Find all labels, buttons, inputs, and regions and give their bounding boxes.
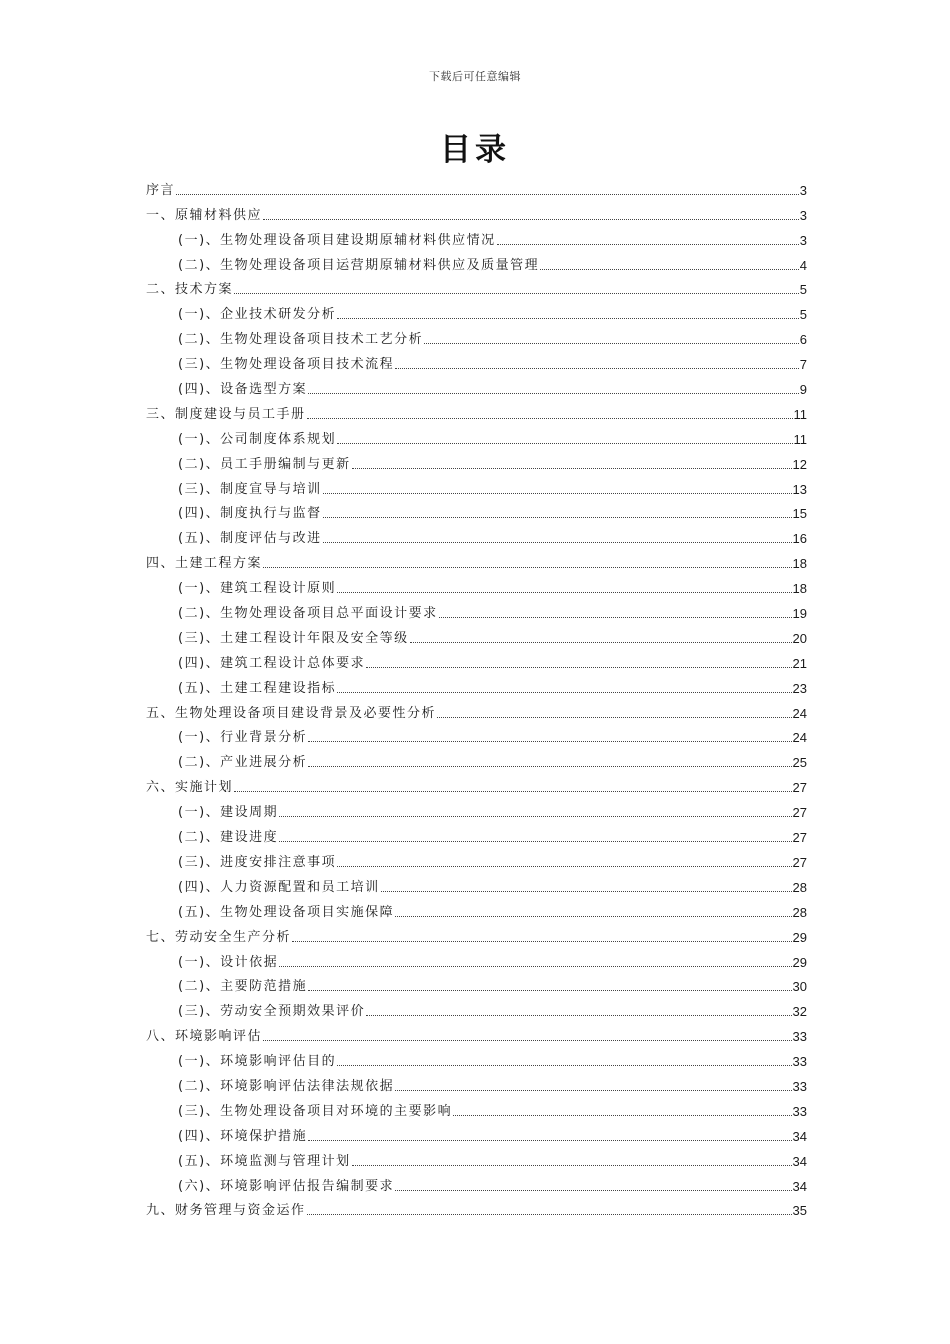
toc-dot-leader [352,468,792,469]
toc-entry-title: 五、生物处理设备项目建设背景及必要性分析 [146,705,437,721]
toc-dot-leader [323,493,792,494]
toc-entry-title: (二)、环境影响评估法律法规依据 [178,1078,395,1094]
toc-entry-title: (一)、设计依据 [178,954,279,970]
toc-page-number: 32 [792,1004,807,1020]
toc-entry-title: (三)、进度安排注意事项 [178,854,337,870]
toc-subsection-entry[interactable] [146,323,807,348]
toc-entry-title: (一)、生物处理设备项目建设期原辅材料供应情况 [178,232,496,248]
toc-entry-title: (三)、生物处理设备项目对环境的主要影响 [178,1103,453,1119]
toc-dot-leader [323,517,792,518]
toc-dot-leader [337,592,791,593]
toc-entry-title: (二)、建设进度 [178,830,279,846]
toc-dot-leader [308,741,791,742]
toc-subsection-entry[interactable] [146,1120,807,1145]
toc-subsection-entry[interactable] [146,473,807,498]
page-title: 目录 [440,132,510,168]
toc-page-number: 27 [792,780,807,796]
toc-subsection-entry[interactable] [146,572,807,597]
toc-page-number: 5 [799,282,807,298]
toc-dot-leader [497,244,799,245]
toc-page-number: 6 [799,332,807,348]
toc-page-number: 4 [799,257,807,273]
toc-section-entry[interactable] [146,174,807,199]
toc-page-number: 18 [792,581,807,597]
toc-entry-title: 二、技术方案 [146,282,234,298]
toc-section-entry[interactable] [146,1195,807,1220]
toc-dot-leader [279,841,791,842]
toc-dot-leader [439,617,792,618]
toc-subsection-entry[interactable] [146,846,807,871]
toc-subsection-entry[interactable] [146,722,807,747]
toc-entry-title: (四)、制度执行与监督 [178,506,322,522]
toc-dot-leader [453,1115,791,1116]
toc-entry-title: (三)、制度宣导与培训 [178,481,322,497]
toc-subsection-entry[interactable] [146,348,807,373]
toc-dot-leader [307,1214,792,1215]
toc-subsection-entry[interactable] [146,423,807,448]
toc-dot-leader [540,269,799,270]
toc-dot-leader [323,542,792,543]
toc-subsection-entry[interactable] [146,995,807,1020]
toc-subsection-entry[interactable] [146,224,807,249]
toc-entry-title: (五)、制度评估与改进 [178,531,322,547]
toc-dot-leader [279,966,791,967]
toc-dot-leader [395,1090,791,1091]
toc-entry-title: 四、土建工程方案 [146,556,263,572]
toc-page-number: 3 [799,182,807,198]
toc-entry-title: (二)、员工手册编制与更新 [178,456,351,472]
toc-page-number: 34 [792,1153,807,1169]
toc-entry-title: (一)、建设周期 [178,805,279,821]
toc-entry-title: 七、劳动安全生产分析 [146,929,292,945]
toc-subsection-entry[interactable] [146,746,807,771]
toc-entry-title: (二)、主要防范措施 [178,979,308,995]
toc-dot-leader [308,393,799,394]
toc-page-number: 33 [792,1103,807,1119]
toc-subsection-entry[interactable] [146,971,807,996]
toc-subsection-entry[interactable] [146,647,807,672]
toc-entry-title: (四)、环境保护措施 [178,1128,308,1144]
toc-page-number: 18 [792,556,807,572]
toc-dot-leader [234,791,792,792]
toc-page-number: 21 [792,655,807,671]
toc-subsection-entry[interactable] [146,298,807,323]
toc-entry-title: (五)、生物处理设备项目实施保障 [178,904,395,920]
toc-entry-title: 八、环境影响评估 [146,1029,263,1045]
table-of-contents [146,174,807,1219]
toc-subsection-entry[interactable] [146,821,807,846]
toc-dot-leader [337,1065,791,1066]
toc-page-number: 24 [792,705,807,721]
toc-entry-title: (一)、公司制度体系规划 [178,431,337,447]
toc-page-number: 3 [799,232,807,248]
toc-page-number: 34 [792,1178,807,1194]
toc-section-entry[interactable] [146,547,807,572]
toc-dot-leader [337,318,799,319]
toc-subsection-entry[interactable] [146,1170,807,1195]
toc-page-number: 16 [792,531,807,547]
toc-entry-title: (二)、产业进展分析 [178,755,308,771]
toc-page-number: 27 [792,805,807,821]
toc-dot-leader [308,1140,791,1141]
toc-dot-leader [381,891,792,892]
toc-dot-leader [410,642,792,643]
toc-entry-title: (五)、环境监测与管理计划 [178,1153,351,1169]
toc-dot-leader [337,692,791,693]
toc-dot-leader [234,293,799,294]
toc-entry-title: (三)、生物处理设备项目技术流程 [178,357,395,373]
toc-subsection-entry[interactable] [146,871,807,896]
toc-entry-title: 一、原辅材料供应 [146,207,263,223]
toc-page-number: 12 [792,456,807,472]
toc-section-entry[interactable] [146,274,807,299]
toc-entry-title: (四)、人力资源配置和员工培训 [178,879,380,895]
toc-subsection-entry[interactable] [146,448,807,473]
toc-page-number: 19 [792,606,807,622]
toc-entry-title: (一)、建筑工程设计原则 [178,581,337,597]
toc-dot-leader [279,816,791,817]
toc-subsection-entry[interactable] [146,498,807,523]
toc-section-entry[interactable] [146,771,807,796]
toc-dot-leader [366,667,791,668]
toc-page-number: 5 [799,307,807,323]
toc-dot-leader [263,1040,792,1041]
toc-section-entry[interactable] [146,1020,807,1045]
toc-subsection-entry[interactable] [146,672,807,697]
toc-entry-title: 九、财务管理与资金运作 [146,1203,306,1219]
toc-entry-title: (三)、土建工程设计年限及安全等级 [178,630,409,646]
toc-dot-leader [308,766,791,767]
toc-page-number: 27 [792,830,807,846]
toc-entry-title: 六、实施计划 [146,780,234,796]
toc-entry-title: (六)、环境影响评估报告编制要求 [178,1178,395,1194]
toc-dot-leader [337,443,792,444]
toc-page-number: 33 [792,1029,807,1045]
toc-subsection-entry[interactable] [146,796,807,821]
toc-dot-leader [395,368,799,369]
toc-dot-leader [263,219,799,220]
toc-page-number: 20 [792,630,807,646]
toc-dot-leader [395,1190,791,1191]
toc-entry-title: 序言 [146,182,176,198]
toc-subsection-entry[interactable] [146,1095,807,1120]
toc-section-entry[interactable] [146,199,807,224]
toc-page-number: 3 [799,207,807,223]
toc-page-number: 11 [793,406,807,422]
toc-subsection-entry[interactable] [146,946,807,971]
toc-entry-title: (四)、建筑工程设计总体要求 [178,655,366,671]
toc-page-number: 15 [792,506,807,522]
toc-subsection-entry[interactable] [146,1145,807,1170]
toc-subsection-entry[interactable] [146,1070,807,1095]
toc-entry-title: (一)、企业技术研发分析 [178,307,337,323]
toc-entry-title: (二)、生物处理设备项目技术工艺分析 [178,332,424,348]
toc-entry-title: (一)、环境影响评估目的 [178,1054,337,1070]
toc-page-number: 28 [792,879,807,895]
toc-subsection-entry[interactable] [146,597,807,622]
toc-page-number: 30 [792,979,807,995]
toc-subsection-entry[interactable] [146,622,807,647]
toc-page-number: 28 [792,904,807,920]
toc-entry-title: (二)、生物处理设备项目运营期原辅材料供应及质量管理 [178,257,540,273]
toc-entry-title: (二)、生物处理设备项目总平面设计要求 [178,606,438,622]
toc-page-number: 27 [792,854,807,870]
toc-section-entry[interactable] [146,398,807,423]
toc-dot-leader [263,567,792,568]
toc-page-number: 35 [792,1203,807,1219]
toc-dot-leader [337,866,791,867]
toc-entry-title: (五)、土建工程建设指标 [178,680,337,696]
toc-subsection-entry[interactable] [146,522,807,547]
toc-dot-leader [176,194,799,195]
toc-dot-leader [366,1015,791,1016]
toc-entry-title: 三、制度建设与员工手册 [146,406,306,422]
toc-dot-leader [352,1165,792,1166]
toc-dot-leader [437,717,792,718]
toc-page-number: 33 [792,1054,807,1070]
toc-section-entry[interactable] [146,921,807,946]
toc-subsection-entry[interactable] [146,249,807,274]
toc-page-number: 24 [792,730,807,746]
toc-subsection-entry[interactable] [146,1045,807,1070]
toc-page-number: 25 [792,755,807,771]
toc-dot-leader [424,343,799,344]
toc-dot-leader [292,941,792,942]
toc-subsection-entry[interactable] [146,373,807,398]
toc-page-number: 29 [792,954,807,970]
toc-page-number: 33 [792,1078,807,1094]
toc-entry-title: (四)、设备选型方案 [178,382,308,398]
toc-dot-leader [308,990,791,991]
toc-page-number: 29 [792,929,807,945]
toc-dot-leader [395,916,791,917]
toc-entry-title: (三)、劳动安全预期效果评价 [178,1004,366,1020]
toc-subsection-entry[interactable] [146,896,807,921]
toc-page-number: 34 [792,1128,807,1144]
toc-page-number: 9 [799,382,807,398]
header-note: 下载后可任意编辑 [429,70,521,83]
toc-dot-leader [307,418,793,419]
toc-page-number: 23 [792,680,807,696]
toc-page-number: 13 [792,481,807,497]
toc-entry-title: (一)、行业背景分析 [178,730,308,746]
toc-section-entry[interactable] [146,697,807,722]
toc-page-number: 7 [799,357,807,373]
toc-page-number: 11 [793,431,807,447]
